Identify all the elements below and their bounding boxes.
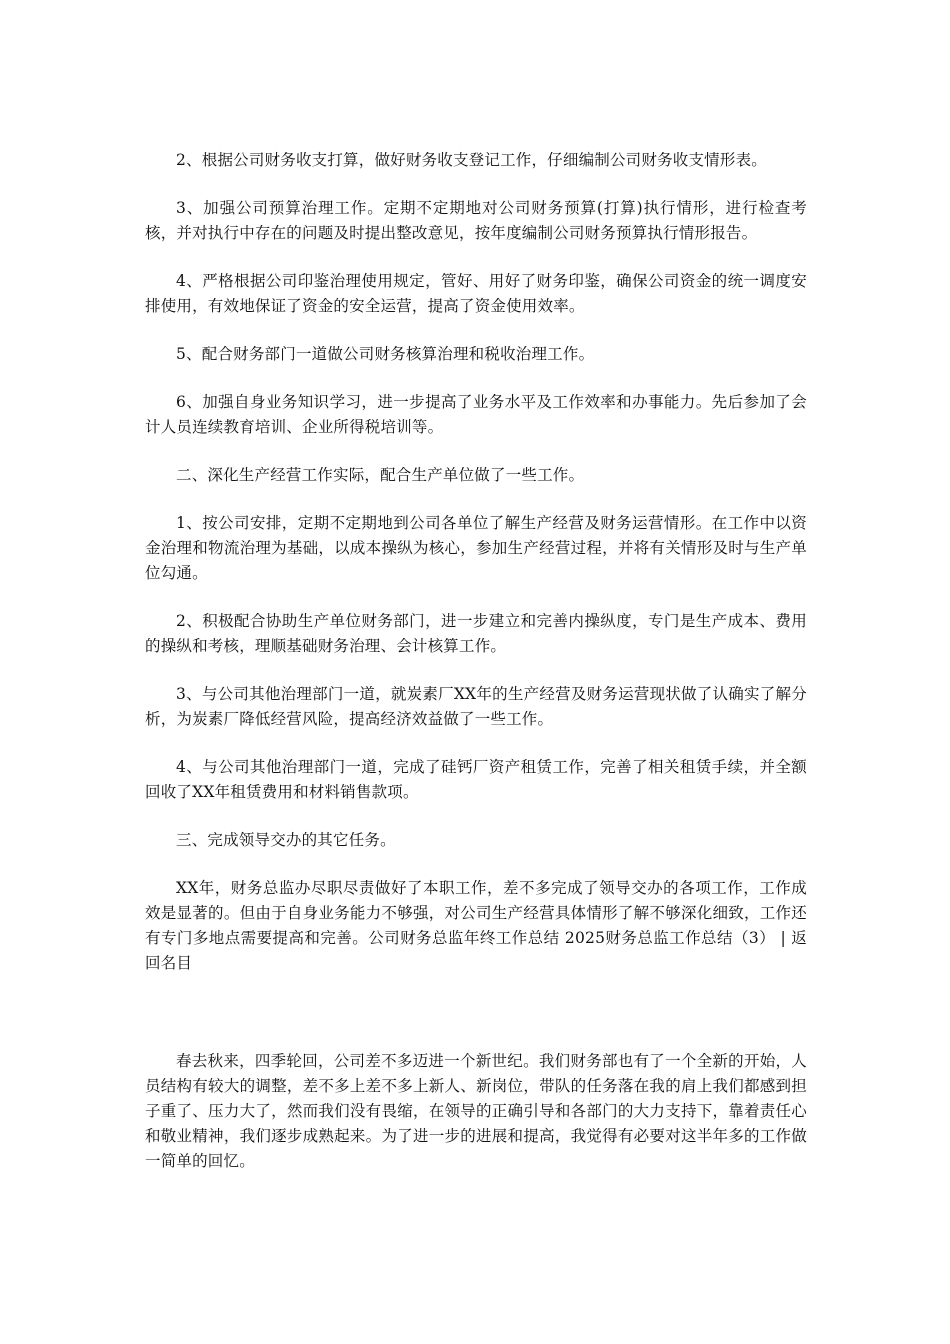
paragraph-item-2-cashflow: 2、根据公司财务收支打算，做好财务收支登记工作，仔细编制公司财务收支情形表。 bbox=[176, 151, 767, 169]
section-heading-3: 三、完成领导交办的其它任务。 bbox=[176, 831, 396, 849]
section-heading-2: 二、深化生产经营工作实际，配合生产单位做了一些工作。 bbox=[176, 466, 585, 484]
paragraph-item-5-tax: 5、配合财务部门一道做公司财务核算治理和税收治理工作。 bbox=[176, 345, 595, 363]
paragraph-sec2-item-2: 2、积极配合协助生产单位财务部门，进一步建立和完善内操纵度，专门是生产成本、费用的操纵和考核，理顺基础财务治理、会计核算工作。 bbox=[145, 612, 807, 655]
paragraph-summary: XX年，财务总监办尽职尽责做好了本职工作，差不多完成了领导交办的各项工作，工作成效是显著的。但由于自身业务能力不够强，对公司生产经营具体情形了解不够深化细致，工作还有专门多地点需要提高和完善。公司财务总监年终工作总结 2025财务总监工作总结（3） | 返回名目 bbox=[145, 879, 807, 972]
paragraph-item-3-budget: 3、加强公司预算治理工作。定期不定期地对公司财务预算(打算)执行情形，进行检查考核，并对执行中存在的问题及时提出整改意见，按年度编制公司财务预算执行情形报告。 bbox=[145, 199, 807, 242]
paragraph-item-4-seal: 4、严格根据公司印鉴治理使用规定，管好、用好了财务印鉴，确保公司资金的统一调度安排使用，有效地保证了资金的安全运营，提高了资金使用效率。 bbox=[145, 272, 807, 315]
paragraph-sec2-item-3: 3、与公司其他治理部门一道，就炭素厂XX年的生产经营及财务运营现状做了认确实了解分析，为炭素厂降低经营风险，提高经济效益做了一些工作。 bbox=[145, 685, 807, 728]
paragraph-item-6-training: 6、加强自身业务知识学习，进一步提高了业务水平及工作效率和办事能力。先后参加了会计人员连续教育培训、企业所得税培训等。 bbox=[145, 393, 807, 436]
paragraph-sec2-item-4: 4、与公司其他治理部门一道，完成了硅钙厂资产租赁工作，完善了相关租赁手续，并全额回收了XX年租赁费用和材料销售款项。 bbox=[145, 758, 807, 801]
document-body bbox=[145, 148, 807, 1174]
paragraph-sec2-item-1: 1、按公司安排，定期不定期地到公司各单位了解生产经营及财务运营情形。在工作中以资金治理和物流治理为基础，以成本操纵为核心，参加生产经营过程，并将有关情形及时与生产单位勾通。 bbox=[145, 514, 807, 582]
paragraph-intro-next: 春去秋来，四季轮回，公司差不多迈进一个新世纪。我们财务部也有了一个全新的开始，人员结构有较大的调整，差不多上差不多上新人、新岗位，带队的任务落在我的肩上我们都感到担子重了、压力大了，然而我们没有畏缩，在领导的正确引导和各部门的大力支持下，靠着责任心和敬业精神，我们逐步成熟起来。为了进一步的进展和提高，我觉得有必要对这半年多的工作做一简单的回忆。 bbox=[145, 1052, 807, 1170]
